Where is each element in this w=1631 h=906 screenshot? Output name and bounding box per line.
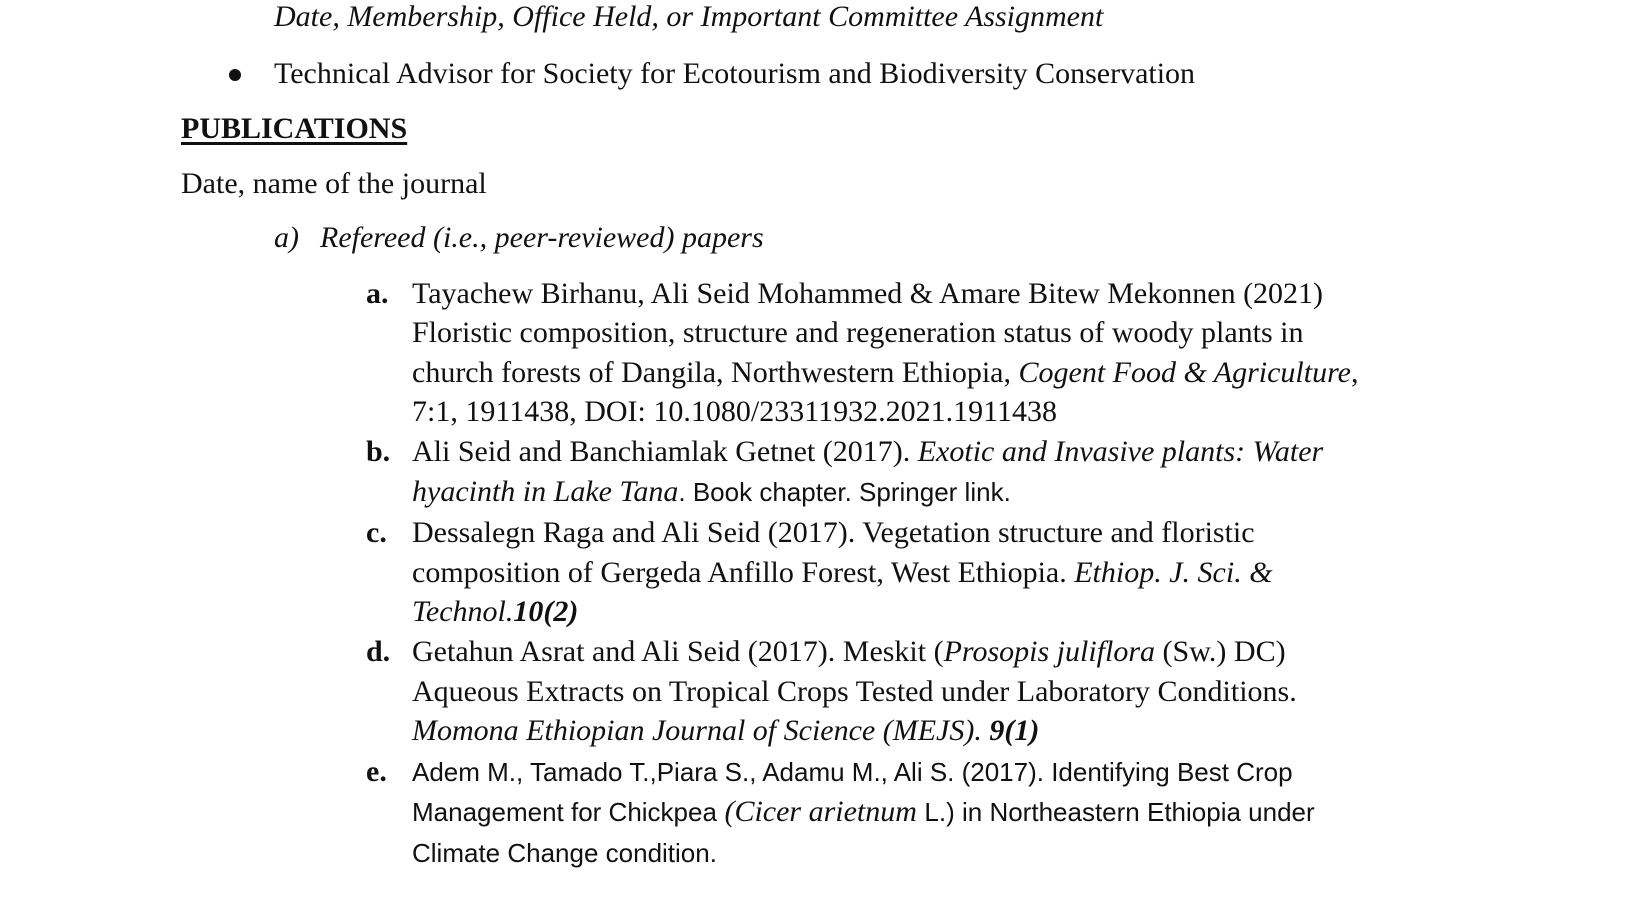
publication-c-line-2 <box>412 553 1273 593</box>
publication-b-line-1 <box>412 432 1323 472</box>
species-author: (Sw.) DC) <box>1162 635 1286 668</box>
bullet-icon <box>229 69 241 81</box>
publication-b-title: Exotic and Invasive plants: Water <box>917 435 1324 468</box>
publication-a-text: church forests of Dangila, Northwestern Ethiopia, <box>412 356 1011 389</box>
journal-name: Cogent Food & Agriculture <box>1018 356 1351 389</box>
species-name: (Cicer arietnum <box>724 795 917 828</box>
publication-a-line-3 <box>412 353 1358 393</box>
punctuation: , <box>1350 356 1359 389</box>
publication-c-line-3 <box>412 592 578 632</box>
membership-heading-line: Date, Membership, Office Held, or Important Committee Assignment <box>274 0 1104 33</box>
section-a-label: Refereed (i.e., peer-reviewed) papers <box>320 221 764 254</box>
publication-e-line-3: Climate Change condition. <box>412 838 717 868</box>
publication-e-line-1: Adem M., Tamado T.,Piara S., Adamu M., Ali S. (2017). Identifying Best Crop <box>412 757 1293 787</box>
publication-a-line-2: Floristic composition, structure and regeneration status of woody plants in <box>412 316 1304 349</box>
species-name: Prosopis juliflora <box>943 635 1156 668</box>
publication-d-line-2: Aqueous Extracts on Tropical Crops Tested under Laboratory Conditions. <box>412 675 1297 708</box>
publication-a-line-1: Tayachew Birhanu, Ali Seid Mohammed & Amare Bitew Mekonnen (2021) <box>412 277 1324 310</box>
publication-marker: a. <box>366 277 389 310</box>
publication-e-text-cont: L.) in Northeastern Ethiopia under <box>924 797 1315 827</box>
membership-item: Technical Advisor for Society for Ecotourism and Biodiversity Conservation <box>274 57 1196 90</box>
publications-subheading: Date, name of the journal <box>181 167 487 200</box>
publication-marker: c. <box>366 516 387 549</box>
publication-e-text: Management for Chickpea <box>412 797 717 827</box>
journal-volume: 9(1) <box>989 714 1040 747</box>
section-a-marker: a) <box>274 221 299 254</box>
publication-c-text: composition of Gergeda Anfillo Forest, West Ethiopia. <box>412 556 1067 589</box>
publication-d-line-1 <box>412 632 1286 672</box>
journal-name: Momona Ethiopian Journal of Science (MEJS). <box>412 714 982 747</box>
publication-marker: b. <box>366 435 391 468</box>
publication-b-source: . Book chapter. Springer link. <box>678 477 1011 507</box>
publications-heading: PUBLICATIONS <box>181 112 408 145</box>
journal-volume: 10(2) <box>513 595 579 628</box>
publication-b-line-2 <box>412 472 1011 512</box>
journal-name-cont: Technol. <box>412 595 514 628</box>
publication-marker: e. <box>366 755 387 788</box>
journal-name: Ethiop. J. Sci. & <box>1074 556 1273 589</box>
publication-e-line-2 <box>412 792 1315 832</box>
publication-d-authors: Getahun Asrat and Ali Seid (2017). Meskit ( <box>412 635 944 668</box>
publication-c-line-1: Dessalegn Raga and Ali Seid (2017). Vegetation structure and floristic <box>412 516 1255 549</box>
publication-b-authors: Ali Seid and Banchiamlak Getnet (2017). <box>412 435 911 468</box>
publication-d-line-3 <box>412 711 1039 751</box>
publication-b-title-cont: hyacinth in Lake Tana <box>412 475 679 508</box>
publication-marker: d. <box>366 635 391 668</box>
publication-a-line-4: 7:1, 1911438, DOI: 10.1080/23311932.2021.1911438 <box>412 395 1057 428</box>
